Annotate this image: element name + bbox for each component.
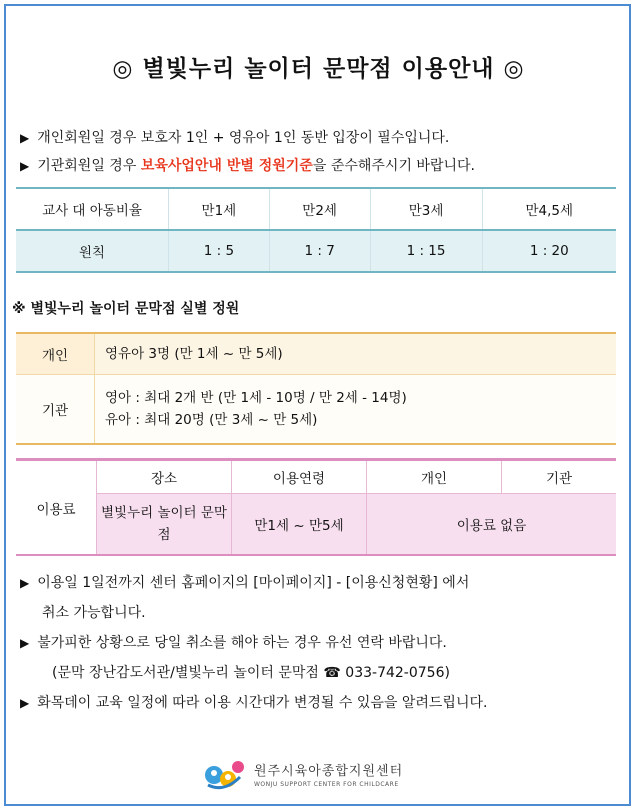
capacity-infant-line: 영아 : 최대 2개 반 (만 1세 - 10명 / 만 2세 - 14명) <box>105 390 407 406</box>
ratio-header-row <box>16 188 616 230</box>
bullet-cancel <box>20 568 630 598</box>
capacity-label-institution: 기관 <box>16 375 95 445</box>
bullet-arrow-icon: ▶ <box>20 696 30 710</box>
capacity-row-individual <box>16 333 616 375</box>
ratio-cell: 1 : 15 <box>370 230 482 272</box>
bullet-individual <box>20 124 620 152</box>
childcare-center-logo-icon <box>200 755 248 793</box>
logo-name: 원주시육아종합지원센터 <box>254 764 404 779</box>
fee-amount-cell: 이용료 없음 <box>367 494 617 556</box>
page-title: ◎ 별빛누리 놀이터 문막점 이용안내 ◎ <box>112 56 525 82</box>
ratio-cell: 1 : 5 <box>169 230 270 272</box>
bullet-highlight: 보육사업안내 반별 정원기준 <box>140 158 313 174</box>
capacity-row-institution <box>16 375 616 445</box>
capacity-note: ※ 별빛누리 놀이터 문막점 실별 정원 <box>12 301 240 317</box>
fee-age-cell: 만1세 ~ 만5세 <box>232 494 367 556</box>
bullet-cancel-cont: 취소 가능합니다. <box>42 605 146 621</box>
top-bullets <box>20 124 620 180</box>
bullet-institution <box>20 152 620 180</box>
bullet-text: 개인회원일 경우 보호자 1인 + 영유아 1인 동반 입장이 필수입니다. <box>37 130 450 146</box>
capacity-text-institution <box>95 375 617 445</box>
fee-header-row <box>16 460 616 494</box>
fee-place-cell: 별빛누리 놀이터 문막점 <box>97 494 232 556</box>
fee-header-cell: 개인 <box>367 460 502 494</box>
ratio-cell: 1 : 7 <box>269 230 370 272</box>
bottom-bullets <box>20 568 630 718</box>
ratio-header-cell: 교사 대 아동비율 <box>16 188 169 230</box>
fee-side-label: 이용료 <box>16 460 97 556</box>
bullet-schedule <box>20 688 630 718</box>
ratio-table <box>16 187 616 273</box>
ratio-row-label: 원칙 <box>16 230 169 272</box>
contact-line: (문막 장난감도서관/별빛누리 놀이터 문막점 ☎ 033-742-0756) <box>52 665 450 681</box>
capacity-table <box>16 332 616 445</box>
bullet-cancel-text: 이용일 1일전까지 센터 홈페이지의 [마이페이지] - [이용신청현황] 에서 <box>37 575 470 591</box>
bullet-arrow-icon: ▶ <box>20 636 30 650</box>
bullet-arrow-icon: ▶ <box>20 131 30 145</box>
bullet-arrow-icon: ▶ <box>20 159 30 173</box>
fee-header-cell: 장소 <box>97 460 232 494</box>
logo-text <box>254 760 403 788</box>
capacity-toddler-line: 유아 : 최대 20명 (만 3세 ~ 만 5세) <box>105 412 318 428</box>
fee-header-cell: 기관 <box>502 460 617 494</box>
fee-table <box>16 458 616 556</box>
ratio-header-cell: 만3세 <box>370 188 482 230</box>
capacity-text-individual: 영유아 3명 (만 1세 ~ 만 5세) <box>95 333 617 375</box>
fee-header-cell: 이용연령 <box>232 460 367 494</box>
bullet-sameday-text: 불가피한 상황으로 당일 취소를 해야 하는 경우 유선 연락 바랍니다. <box>37 635 447 651</box>
bullet-schedule-text: 화목데이 교육 일정에 따라 이용 시간대가 변경될 수 있음을 알려드립니다. <box>37 695 488 711</box>
center-logo <box>200 748 440 800</box>
bullet-text-pre: 기관회원일 경우 <box>37 158 141 174</box>
bullet-arrow-icon: ▶ <box>20 576 30 590</box>
logo-subtitle: WONJU SUPPORT CENTER FOR CHILDCARE <box>254 781 399 788</box>
capacity-label-individual: 개인 <box>16 333 95 375</box>
ratio-data-row <box>16 230 616 272</box>
ratio-header-cell: 만1세 <box>169 188 270 230</box>
bullet-text-post: 을 준수해주시기 바랍니다. <box>312 158 475 174</box>
ratio-header-cell: 만4,5세 <box>482 188 616 230</box>
ratio-cell: 1 : 20 <box>482 230 616 272</box>
fee-data-row <box>16 494 616 556</box>
ratio-header-cell: 만2세 <box>269 188 370 230</box>
bullet-sameday <box>20 628 630 658</box>
